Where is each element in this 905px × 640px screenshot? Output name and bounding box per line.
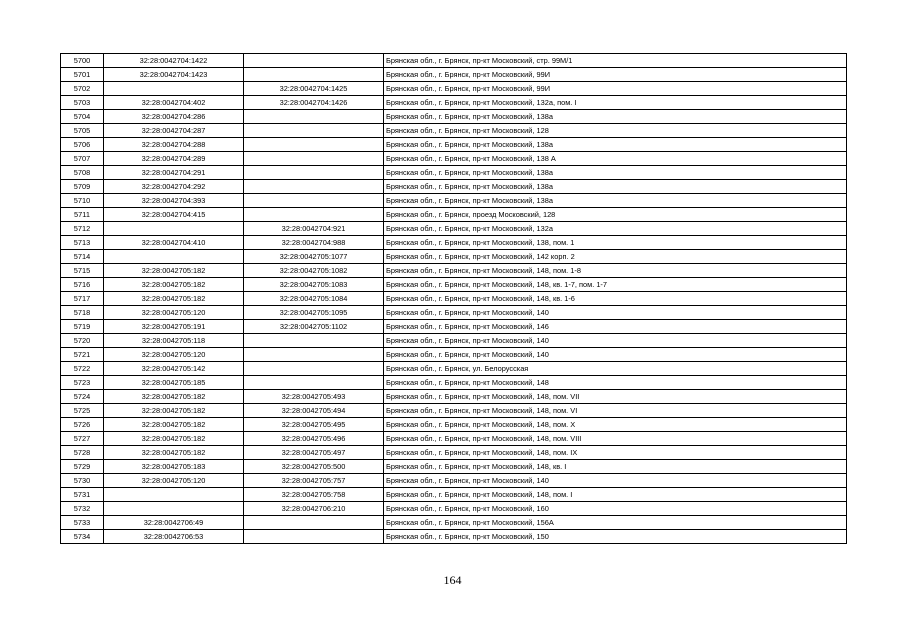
cadastral-number-cell: 32:28:0042705:182 (104, 390, 244, 404)
related-cadastral-number-cell: 32:28:0042704:1426 (244, 96, 384, 110)
address-cell: Брянская обл., г. Брянск, пр-кт Московский, 132а, пом. I (384, 96, 847, 110)
row-number-cell: 5713 (61, 236, 104, 250)
row-number-cell: 5708 (61, 166, 104, 180)
table-row (61, 418, 847, 432)
cadastral-number-cell: 32:28:0042706:49 (104, 516, 244, 530)
cadastral-number-cell: 32:28:0042706:53 (104, 530, 244, 544)
related-cadastral-number-cell (244, 138, 384, 152)
related-cadastral-number-cell: 32:28:0042705:496 (244, 432, 384, 446)
row-number-cell: 5724 (61, 390, 104, 404)
address-cell: Брянская обл., г. Брянск, пр-кт Московский, 138 А (384, 152, 847, 166)
related-cadastral-number-cell (244, 334, 384, 348)
address-cell: Брянская обл., г. Брянск, пр-кт Московский, 128 (384, 124, 847, 138)
related-cadastral-number-cell (244, 124, 384, 138)
related-cadastral-number-cell (244, 68, 384, 82)
row-number-cell: 5700 (61, 54, 104, 68)
row-number-cell: 5709 (61, 180, 104, 194)
related-cadastral-number-cell: 32:28:0042705:497 (244, 446, 384, 460)
table-row (61, 404, 847, 418)
cadastral-number-cell: 32:28:0042705:182 (104, 418, 244, 432)
cadastral-number-cell: 32:28:0042705:185 (104, 376, 244, 390)
row-number-cell: 5727 (61, 432, 104, 446)
related-cadastral-number-cell: 32:28:0042704:921 (244, 222, 384, 236)
related-cadastral-number-cell (244, 54, 384, 68)
address-cell: Брянская обл., г. Брянск, проезд Московский, 128 (384, 208, 847, 222)
table-row (61, 166, 847, 180)
related-cadastral-number-cell: 32:28:0042704:988 (244, 236, 384, 250)
cadastral-number-cell: 32:28:0042705:120 (104, 348, 244, 362)
row-number-cell: 5716 (61, 278, 104, 292)
table-row (61, 124, 847, 138)
row-number-cell: 5715 (61, 264, 104, 278)
table-row (61, 306, 847, 320)
row-number-cell: 5733 (61, 516, 104, 530)
related-cadastral-number-cell (244, 530, 384, 544)
address-cell: Брянская обл., г. Брянск, пр-кт Московский, 148, кв. I (384, 460, 847, 474)
row-number-cell: 5729 (61, 460, 104, 474)
row-number-cell: 5718 (61, 306, 104, 320)
related-cadastral-number-cell (244, 376, 384, 390)
related-cadastral-number-cell: 32:28:0042705:494 (244, 404, 384, 418)
related-cadastral-number-cell (244, 152, 384, 166)
cadastral-number-cell: 32:28:0042705:120 (104, 306, 244, 320)
row-number-cell: 5702 (61, 82, 104, 96)
cadastral-number-cell: 32:28:0042705:142 (104, 362, 244, 376)
table-row (61, 54, 847, 68)
address-cell: Брянская обл., г. Брянск, пр-кт Московский, 138а (384, 166, 847, 180)
cadastral-number-cell: 32:28:0042704:402 (104, 96, 244, 110)
address-cell: Брянская обл., г. Брянск, пр-кт Московский, 148, кв. 1-7, пом. 1-7 (384, 278, 847, 292)
cadastral-number-cell: 32:28:0042705:191 (104, 320, 244, 334)
row-number-cell: 5734 (61, 530, 104, 544)
row-number-cell: 5725 (61, 404, 104, 418)
address-cell: Брянская обл., г. Брянск, пр-кт Московский, 148, кв. 1-6 (384, 292, 847, 306)
table-row (61, 138, 847, 152)
related-cadastral-number-cell (244, 516, 384, 530)
table-row (61, 334, 847, 348)
row-number-cell: 5720 (61, 334, 104, 348)
cadastral-number-cell: 32:28:0042704:288 (104, 138, 244, 152)
row-number-cell: 5726 (61, 418, 104, 432)
cadastral-number-cell: 32:28:0042704:393 (104, 194, 244, 208)
cadastral-number-cell: 32:28:0042704:287 (104, 124, 244, 138)
row-number-cell: 5722 (61, 362, 104, 376)
table-row (61, 446, 847, 460)
address-cell: Брянская обл., г. Брянск, пр-кт Московский, 148, пом. X (384, 418, 847, 432)
table-row (61, 222, 847, 236)
row-number-cell: 5719 (61, 320, 104, 334)
related-cadastral-number-cell (244, 194, 384, 208)
address-cell: Брянская обл., г. Брянск, пр-кт Московский, 99И (384, 82, 847, 96)
table-row (61, 320, 847, 334)
table-row (61, 180, 847, 194)
cadastral-number-cell (104, 82, 244, 96)
address-cell: Брянская обл., г. Брянск, пр-кт Московский, 140 (384, 306, 847, 320)
table-row (61, 502, 847, 516)
address-cell: Брянская обл., г. Брянск, пр-кт Московский, 99И (384, 68, 847, 82)
related-cadastral-number-cell: 32:28:0042705:757 (244, 474, 384, 488)
row-number-cell: 5704 (61, 110, 104, 124)
address-cell: Брянская обл., г. Брянск, пр-кт Московский, 140 (384, 348, 847, 362)
table-row (61, 96, 847, 110)
table-body (61, 54, 847, 544)
row-number-cell: 5703 (61, 96, 104, 110)
address-cell: Брянская обл., г. Брянск, пр-кт Московский, 138а (384, 138, 847, 152)
related-cadastral-number-cell (244, 180, 384, 194)
cadastral-table (60, 53, 847, 544)
address-cell: Брянская обл., г. Брянск, ул. Белорусская (384, 362, 847, 376)
cadastral-number-cell: 32:28:0042704:291 (104, 166, 244, 180)
row-number-cell: 5705 (61, 124, 104, 138)
row-number-cell: 5721 (61, 348, 104, 362)
table-row (61, 348, 847, 362)
table-row (61, 250, 847, 264)
row-number-cell: 5728 (61, 446, 104, 460)
address-cell: Брянская обл., г. Брянск, пр-кт Московский, стр. 99М/1 (384, 54, 847, 68)
row-number-cell: 5731 (61, 488, 104, 502)
address-cell: Брянская обл., г. Брянск, пр-кт Московский, 146 (384, 320, 847, 334)
row-number-cell: 5701 (61, 68, 104, 82)
table-row (61, 474, 847, 488)
table-row (61, 82, 847, 96)
address-cell: Брянская обл., г. Брянск, пр-кт Московский, 150 (384, 530, 847, 544)
table-row (61, 488, 847, 502)
row-number-cell: 5730 (61, 474, 104, 488)
table-row (61, 516, 847, 530)
cadastral-number-cell: 32:28:0042705:182 (104, 292, 244, 306)
table-row (61, 390, 847, 404)
table-row (61, 530, 847, 544)
table-row (61, 208, 847, 222)
table-row (61, 110, 847, 124)
cadastral-number-cell: 32:28:0042705:182 (104, 278, 244, 292)
related-cadastral-number-cell (244, 362, 384, 376)
cadastral-number-cell: 32:28:0042704:292 (104, 180, 244, 194)
cadastral-number-cell: 32:28:0042704:289 (104, 152, 244, 166)
related-cadastral-number-cell: 32:28:0042705:758 (244, 488, 384, 502)
row-number-cell: 5732 (61, 502, 104, 516)
address-cell: Брянская обл., г. Брянск, пр-кт Московский, 138а (384, 194, 847, 208)
table-row (61, 264, 847, 278)
address-cell: Брянская обл., г. Брянск, пр-кт Московский, 142 корп. 2 (384, 250, 847, 264)
table-row (61, 460, 847, 474)
row-number-cell: 5723 (61, 376, 104, 390)
cadastral-number-cell (104, 222, 244, 236)
table-row (61, 236, 847, 250)
address-cell: Брянская обл., г. Брянск, пр-кт Московский, 138а (384, 110, 847, 124)
related-cadastral-number-cell (244, 166, 384, 180)
cadastral-number-cell: 32:28:0042704:286 (104, 110, 244, 124)
table-row (61, 194, 847, 208)
address-cell: Брянская обл., г. Брянск, пр-кт Московский, 138, пом. 1 (384, 236, 847, 250)
related-cadastral-number-cell: 32:28:0042705:1082 (244, 264, 384, 278)
address-cell: Брянская обл., г. Брянск, пр-кт Московский, 148, пом. VIII (384, 432, 847, 446)
address-cell: Брянская обл., г. Брянск, пр-кт Московский, 140 (384, 474, 847, 488)
cadastral-number-cell: 32:28:0042705:182 (104, 264, 244, 278)
table-row (61, 68, 847, 82)
address-cell: Брянская обл., г. Брянск, пр-кт Московский, 160 (384, 502, 847, 516)
table-row (61, 376, 847, 390)
address-cell: Брянская обл., г. Брянск, пр-кт Московский, 148, пом. VI (384, 404, 847, 418)
cadastral-number-cell: 32:28:0042704:1423 (104, 68, 244, 82)
cadastral-number-cell: 32:28:0042705:182 (104, 404, 244, 418)
related-cadastral-number-cell: 32:28:0042705:1083 (244, 278, 384, 292)
row-number-cell: 5712 (61, 222, 104, 236)
address-cell: Брянская обл., г. Брянск, пр-кт Московский, 138а (384, 180, 847, 194)
related-cadastral-number-cell: 32:28:0042705:495 (244, 418, 384, 432)
cadastral-number-cell (104, 488, 244, 502)
related-cadastral-number-cell: 32:28:0042705:1095 (244, 306, 384, 320)
cadastral-number-cell: 32:28:0042705:120 (104, 474, 244, 488)
row-number-cell: 5714 (61, 250, 104, 264)
related-cadastral-number-cell: 32:28:0042705:493 (244, 390, 384, 404)
table-row (61, 292, 847, 306)
related-cadastral-number-cell: 32:28:0042704:1425 (244, 82, 384, 96)
row-number-cell: 5707 (61, 152, 104, 166)
address-cell: Брянская обл., г. Брянск, пр-кт Московский, 148, пом. IX (384, 446, 847, 460)
cadastral-number-cell: 32:28:0042705:182 (104, 432, 244, 446)
cadastral-number-cell (104, 250, 244, 264)
address-cell: Брянская обл., г. Брянск, пр-кт Московский, 148, пом. 1-8 (384, 264, 847, 278)
address-cell: Брянская обл., г. Брянск, пр-кт Московский, 132а (384, 222, 847, 236)
address-cell: Брянская обл., г. Брянск, пр-кт Московский, 148 (384, 376, 847, 390)
table-row (61, 278, 847, 292)
related-cadastral-number-cell: 32:28:0042705:1102 (244, 320, 384, 334)
related-cadastral-number-cell (244, 110, 384, 124)
related-cadastral-number-cell: 32:28:0042705:500 (244, 460, 384, 474)
cadastral-number-cell (104, 502, 244, 516)
related-cadastral-number-cell: 32:28:0042705:1084 (244, 292, 384, 306)
related-cadastral-number-cell: 32:28:0042705:1077 (244, 250, 384, 264)
address-cell: Брянская обл., г. Брянск, пр-кт Московский, 156А (384, 516, 847, 530)
cadastral-number-cell: 32:28:0042704:410 (104, 236, 244, 250)
address-cell: Брянская обл., г. Брянск, пр-кт Московский, 140 (384, 334, 847, 348)
cadastral-number-cell: 32:28:0042704:415 (104, 208, 244, 222)
row-number-cell: 5706 (61, 138, 104, 152)
address-cell: Брянская обл., г. Брянск, пр-кт Московский, 148, пом. VII (384, 390, 847, 404)
related-cadastral-number-cell (244, 348, 384, 362)
cadastral-number-cell: 32:28:0042705:182 (104, 446, 244, 460)
cadastral-number-cell: 32:28:0042705:118 (104, 334, 244, 348)
table-row (61, 152, 847, 166)
related-cadastral-number-cell: 32:28:0042706:210 (244, 502, 384, 516)
address-cell: Брянская обл., г. Брянск, пр-кт Московский, 148, пом. I (384, 488, 847, 502)
table-row (61, 432, 847, 446)
row-number-cell: 5710 (61, 194, 104, 208)
row-number-cell: 5711 (61, 208, 104, 222)
cadastral-number-cell: 32:28:0042705:183 (104, 460, 244, 474)
row-number-cell: 5717 (61, 292, 104, 306)
related-cadastral-number-cell (244, 208, 384, 222)
cadastral-number-cell: 32:28:0042704:1422 (104, 54, 244, 68)
table-row (61, 362, 847, 376)
page-number: 164 (443, 573, 462, 587)
